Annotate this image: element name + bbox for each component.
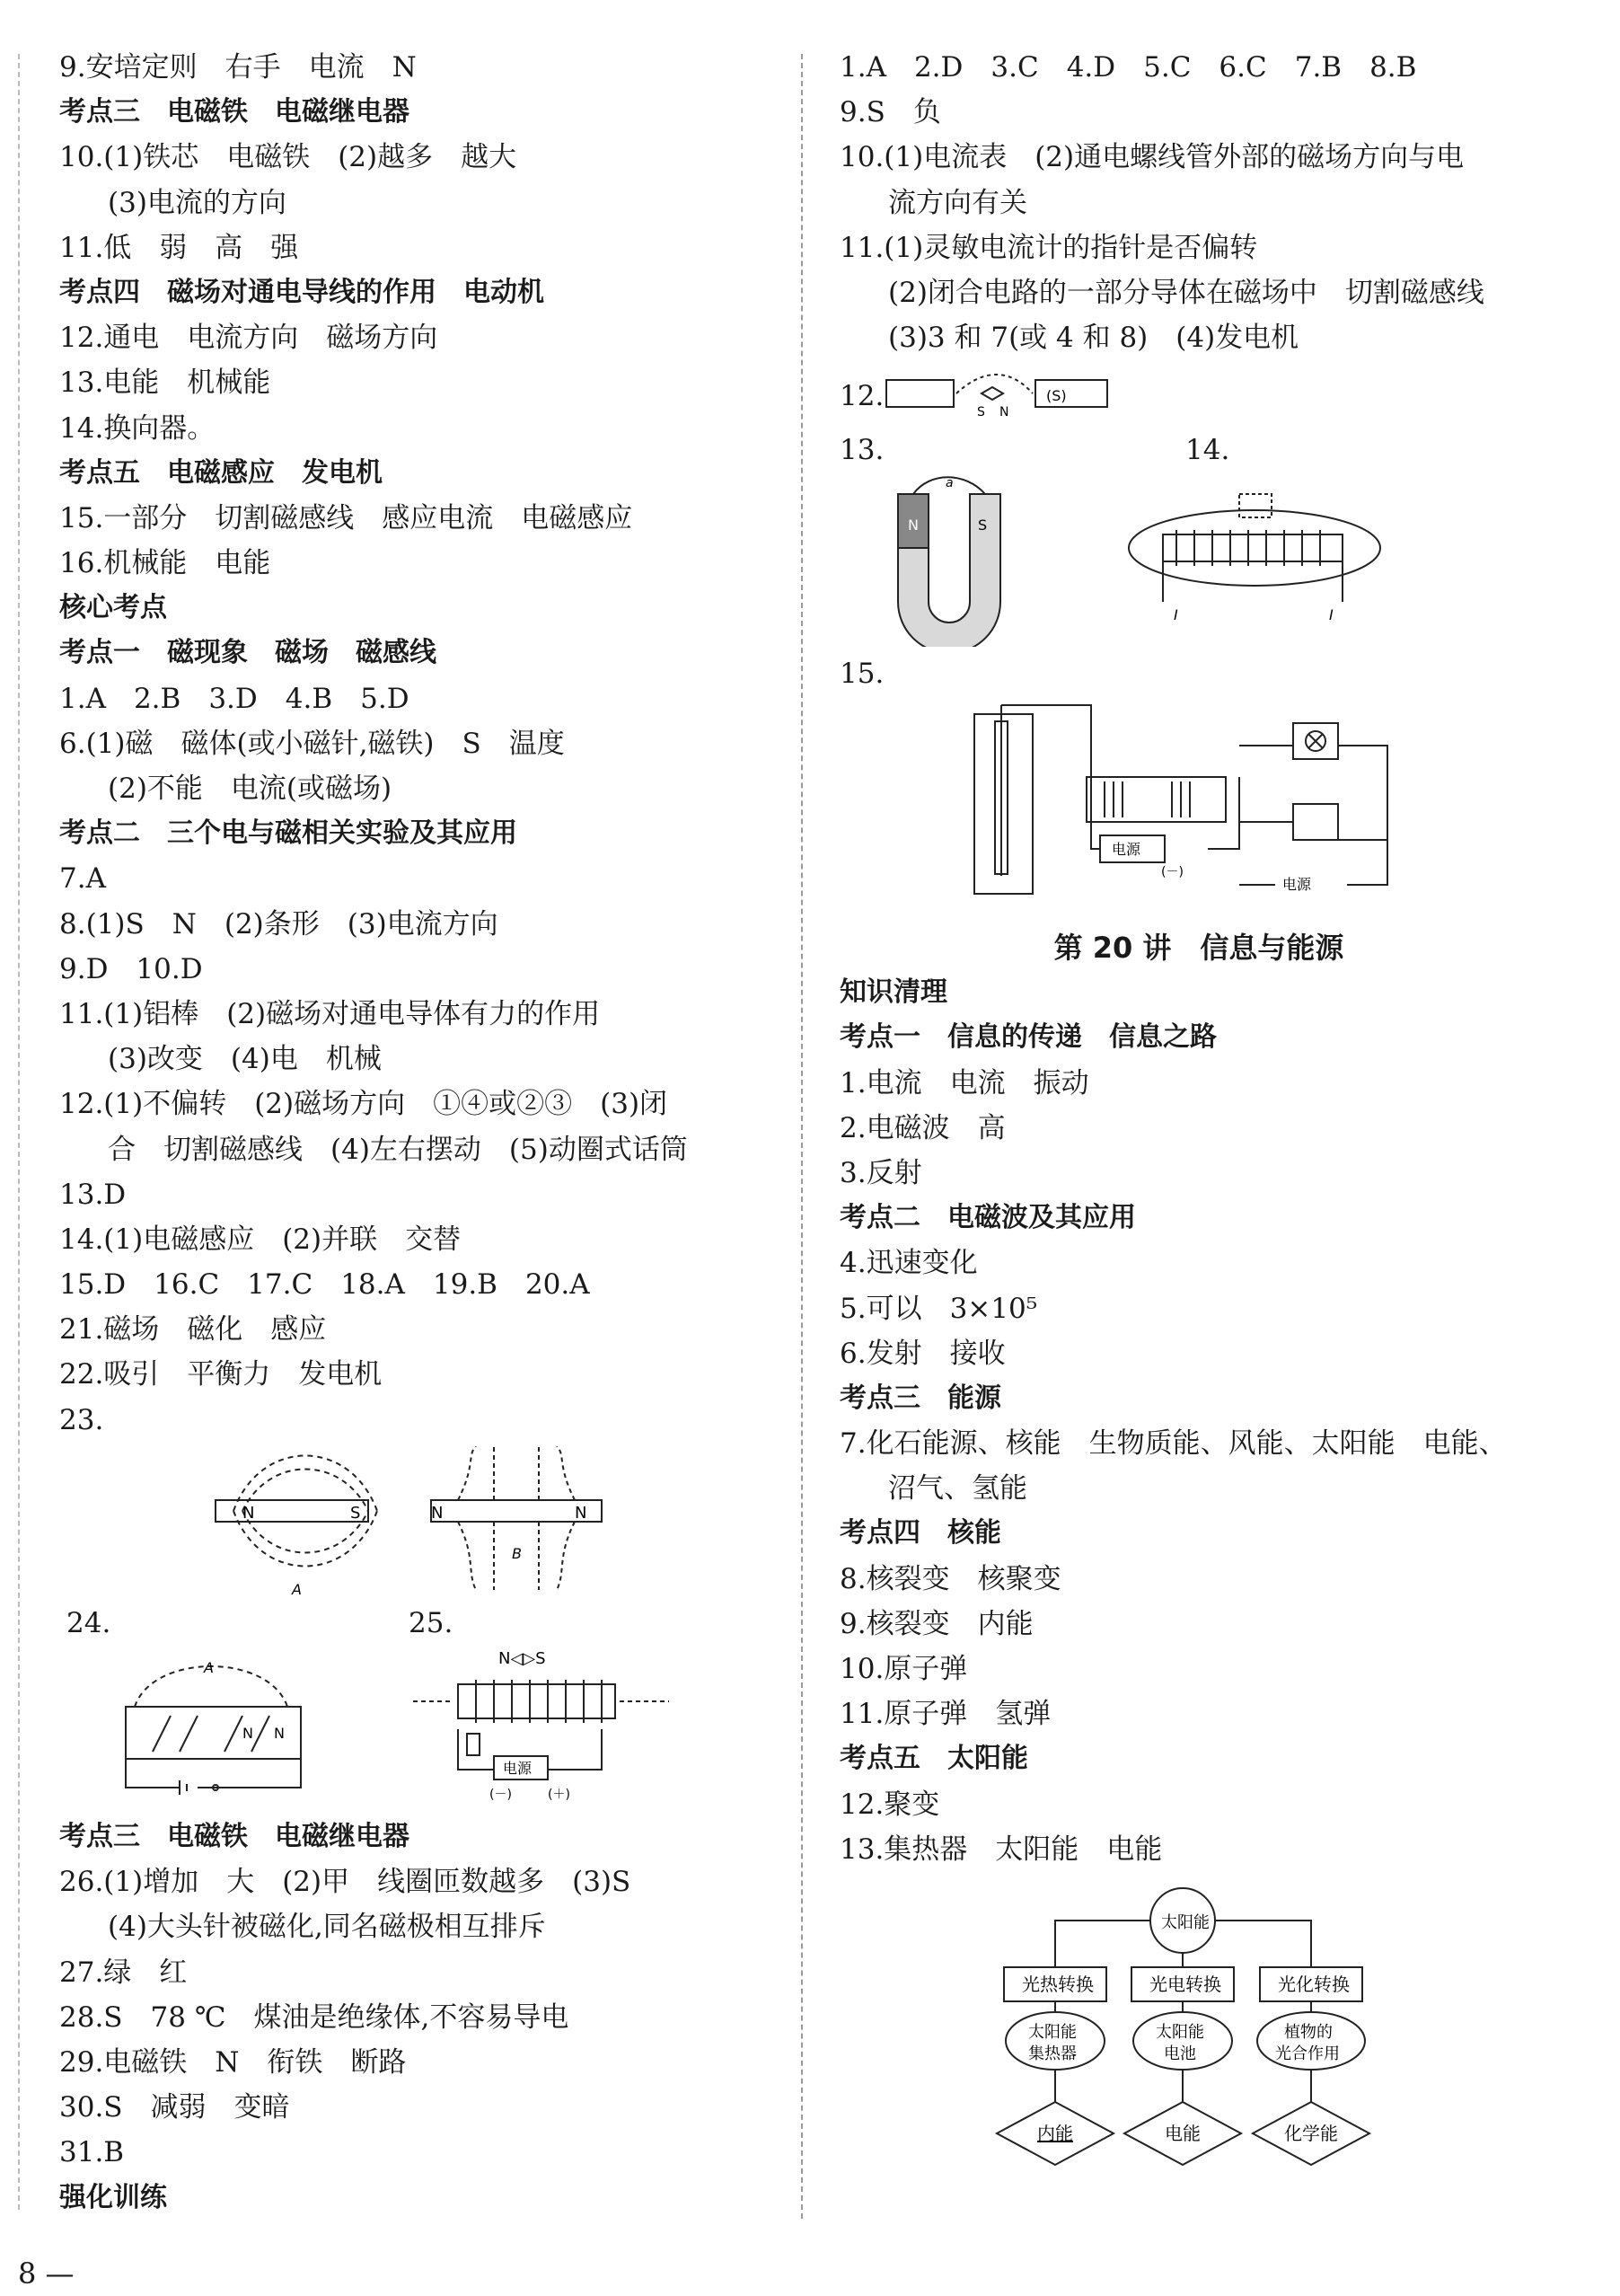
answer-line: 8.核裂变 核聚变 <box>840 1562 1061 1595</box>
answer-line: 3.反射 <box>840 1156 922 1189</box>
figure-12 <box>885 373 1118 427</box>
answer-line: 27.绿 红 <box>59 1956 188 1989</box>
section-heading: 考点四 磁场对通电导线的作用 电动机 <box>59 276 544 308</box>
q24-label: 24. <box>66 1607 111 1639</box>
answer-line: 10.(1)铁芯 电磁铁 (2)越多 越大 <box>59 141 517 174</box>
fig23-S: S <box>350 1504 361 1523</box>
q13-label: 13. <box>840 434 885 466</box>
fig12-S: (S) <box>1046 387 1067 404</box>
fig13-N: N <box>908 517 919 534</box>
fig23-A: A <box>292 1581 302 1598</box>
answer-line: 8.(1)S N (2)条形 (3)电流方向 <box>59 907 498 940</box>
solar-d1: 内能 <box>1037 2123 1073 2144</box>
solar-oval1a: 太阳能 <box>1028 2023 1077 2042</box>
section-heading: 考点一 信息的传递 信息之路 <box>840 1021 1217 1054</box>
fig24-N2: N <box>274 1725 285 1742</box>
answer-line: 15.一部分 切割磁感线 感应电流 电磁感应 <box>59 501 633 534</box>
solar-oval2a: 太阳能 <box>1156 2023 1204 2042</box>
fig12-S2: S <box>977 405 985 419</box>
answer-line: 22.吸引 平衡力 发电机 <box>59 1358 383 1391</box>
column-divider <box>801 54 803 2219</box>
answer-line: (3)3 和 7(或 4 和 8) (4)发电机 <box>888 322 1299 355</box>
solar-d2: 电能 <box>1165 2123 1201 2144</box>
answer-line: 沼气、氢能 <box>888 1472 1027 1506</box>
q15-label: 15. <box>840 658 885 690</box>
fig24-N: N <box>242 1725 253 1742</box>
solar-d3: 化学能 <box>1284 2123 1338 2144</box>
solar-energy-diagram <box>988 1886 1491 2192</box>
answer-line: 11.(1)铝棒 (2)磁场对通电导体有力的作用 <box>59 997 601 1030</box>
q14-label: 14. <box>1185 434 1230 466</box>
solar-oval3b: 光合作用 <box>1275 2044 1340 2063</box>
section-heading: 核心考点 <box>59 592 167 624</box>
section-heading: 强化训练 <box>59 2181 167 2213</box>
answer-line: 11.原子弹 氢弹 <box>840 1698 1052 1731</box>
answer-line: (2)闭合电路的一部分导体在磁场中 切割磁感线 <box>888 276 1484 309</box>
answer-line: 23. <box>59 1403 104 1436</box>
figure-25 <box>413 1644 674 1806</box>
answer-line: 14.(1)电磁感应 (2)并联 交替 <box>59 1223 462 1256</box>
answer-line: 7.化石能源、核能 生物质能、风能、太阳能 电能、 <box>840 1427 1507 1461</box>
answer-line: 16.机械能 电能 <box>59 547 271 580</box>
answer-line: 9.安培定则 右手 电流 N <box>59 51 417 84</box>
fig15-power2: 电源 <box>1282 876 1312 893</box>
magnet-23a <box>216 1500 368 1522</box>
answer-line: 9.S 负 <box>840 96 941 129</box>
q25-label: 25. <box>409 1607 453 1639</box>
lecture-title: 第 20 讲 信息与能源 <box>1053 931 1344 965</box>
answer-line: (4)大头针被磁化,同名磁极相互排斥 <box>108 1911 546 1944</box>
fig25-plus: (＋) <box>548 1788 570 1802</box>
answer-line: 4.迅速变化 <box>840 1247 978 1280</box>
section-heading: 考点四 核能 <box>840 1517 1001 1550</box>
q12-label: 12. <box>840 380 885 412</box>
fig14-I2: I <box>1329 606 1334 623</box>
right-column <box>840 45 1558 360</box>
fig24-A: A <box>204 1659 214 1676</box>
answer-line: 1.A 2.D 3.C 4.D 5.C 6.C 7.B 8.B <box>840 51 1417 84</box>
answer-line: 30.S 减弱 变暗 <box>59 2091 290 2124</box>
answer-line: 1.电流 电流 振动 <box>840 1066 1089 1099</box>
fig25-NS: N◁▷S <box>498 1649 546 1668</box>
solar-top: 太阳能 <box>1161 1913 1210 1932</box>
answer-line: 5.可以 3×10⁵ <box>840 1292 1038 1325</box>
answer-line: 9.D 10.D <box>59 952 203 985</box>
answer-line: 6.(1)磁 磁体(或小磁针,磁铁) S 温度 <box>59 727 565 760</box>
figure-24 <box>117 1653 314 1797</box>
section-heading: 知识清理 <box>840 976 947 1009</box>
answer-line: 7.A <box>59 862 106 896</box>
solar-box3: 光化转换 <box>1278 1974 1350 1995</box>
answer-line: 6.发射 接收 <box>840 1337 1006 1370</box>
answer-line: 11.(1)灵敏电流计的指针是否偏转 <box>840 231 1258 264</box>
answer-line: 26.(1)增加 大 (2)甲 线圈匝数越多 (3)S <box>59 1866 631 1899</box>
answer-line: 13.电能 机械能 <box>59 366 271 400</box>
section-heading: 考点五 电磁感应 发电机 <box>59 456 383 489</box>
answer-line: 9.核裂变 内能 <box>840 1607 1034 1640</box>
section-heading: 考点三 能源 <box>840 1382 1001 1414</box>
section-heading: 考点一 磁现象 磁场 磁感线 <box>59 637 436 669</box>
section-heading: 考点三 电磁铁 电磁继电器 <box>59 1821 409 1852</box>
section-heading: 考点二 三个电与磁相关实验及其应用 <box>59 817 517 850</box>
fig12-N: N <box>999 405 1009 419</box>
answer-line: 流方向有关 <box>888 186 1027 219</box>
solar-oval3a: 植物的 <box>1284 2023 1333 2042</box>
fig15-power: 电源 <box>1112 841 1141 858</box>
answer-line: 14.换向器。 <box>59 411 216 445</box>
answer-line: (3)改变 (4)电 机械 <box>108 1043 382 1076</box>
answer-line: (2)不能 电流(或磁场) <box>108 773 392 805</box>
fig23-B: B <box>512 1545 522 1562</box>
fig25-power: 电源 <box>503 1760 533 1777</box>
solar-oval2b: 电池 <box>1164 2044 1196 2063</box>
fig23-N3: N <box>575 1504 587 1523</box>
left-column-lower <box>59 1815 769 2221</box>
solar-box2: 光电转换 <box>1149 1974 1221 1995</box>
figure-14 <box>1127 485 1387 629</box>
answer-line: 合 切割磁感线 (4)左右摆动 (5)动圈式话筒 <box>108 1133 688 1166</box>
page-number: 8 — <box>18 2256 75 2291</box>
answer-line: 13.集热器 太阳能 电能 <box>840 1832 1163 1866</box>
answer-line: 31.B <box>59 2136 125 2169</box>
left-column <box>59 45 769 1443</box>
section-heading: 考点五 太阳能 <box>840 1743 1028 1775</box>
fig25-minus: (－) <box>489 1788 512 1802</box>
fig14-I1: I <box>1174 606 1178 623</box>
answer-line: 28.S 78 ℃ 煤油是绝缘体,不容易导电 <box>59 2000 569 2034</box>
answer-line: 12.(1)不偏转 (2)磁场方向 ①④或②③ (3)闭 <box>59 1088 668 1121</box>
solar-oval1b: 集热器 <box>1028 2044 1077 2063</box>
fig15-minus: (－) <box>1161 865 1184 879</box>
margin-mark <box>18 54 20 2210</box>
answer-line: 2.电磁波 高 <box>840 1111 1006 1144</box>
answer-line: 12.聚变 <box>840 1788 940 1821</box>
answer-line: 12.通电 电流方向 磁场方向 <box>59 322 438 355</box>
figure-13 <box>885 476 1019 647</box>
section-heading: 考点二 电磁波及其应用 <box>840 1202 1136 1234</box>
fig13-S: S <box>978 517 988 534</box>
right-column-lower <box>840 925 1558 1872</box>
answer-line: 15.D 16.C 17.C 18.A 19.B 20.A <box>59 1268 590 1302</box>
answer-line: 10.原子弹 <box>840 1653 968 1685</box>
answer-line: (3)电流的方向 <box>108 186 286 219</box>
solar-box1: 光热转换 <box>1022 1974 1094 1995</box>
answer-line: 13.D <box>59 1178 127 1211</box>
answer-line: 1.A 2.B 3.D 4.B 5.D <box>59 682 409 715</box>
answer-line: 10.(1)电流表 (2)通电螺线管外部的磁场方向与电 <box>840 141 1465 174</box>
fig23-N2: N <box>431 1504 444 1523</box>
section-heading: 考点三 电磁铁 电磁继电器 <box>59 96 409 128</box>
answer-line: 29.电磁铁 N 衔铁 断路 <box>59 2045 407 2079</box>
fig13-a: a <box>946 476 954 490</box>
fig23-N: N <box>242 1504 255 1523</box>
answer-line: 21.磁场 磁化 感应 <box>59 1313 327 1347</box>
answer-line: 11.低 弱 高 强 <box>59 231 299 264</box>
figure-23 <box>207 1446 620 1599</box>
figure-15 <box>970 696 1401 912</box>
